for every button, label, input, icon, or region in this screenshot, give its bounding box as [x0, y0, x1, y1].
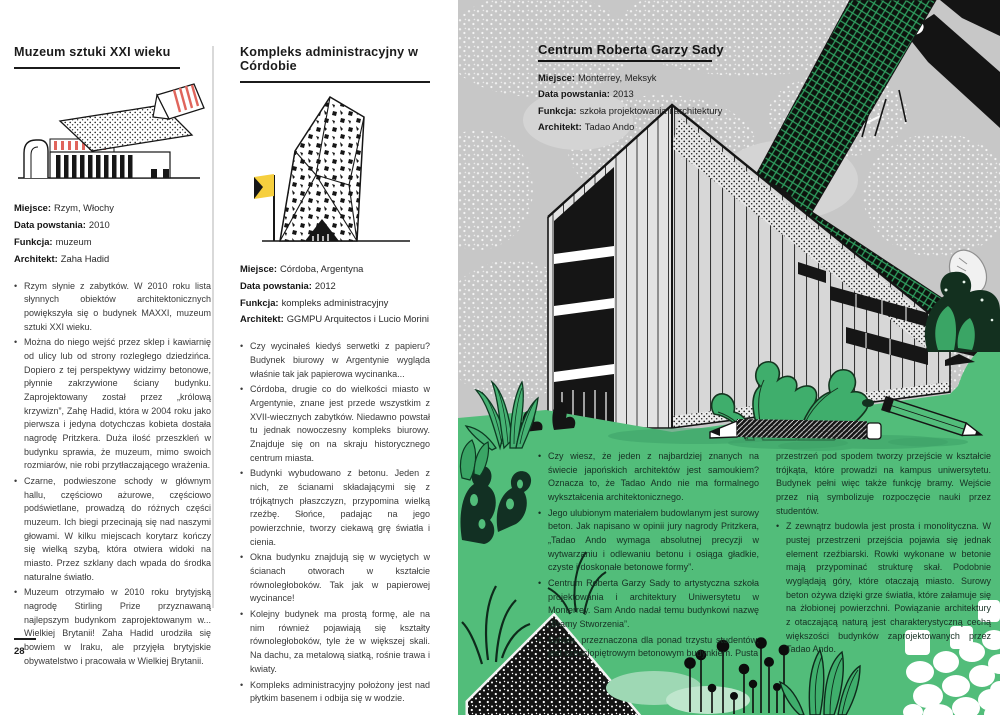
meta-label: Funkcja:	[538, 104, 577, 116]
article-maxxi	[14, 46, 211, 670]
bullet-marker: •	[240, 609, 244, 620]
paragraph-text: Czy wiesz, że jeden z najbardziej znanych na świecie japońskich architektów jest samoukiem? Oznacza to, że Tadao Ando nie ma formalnego wykształcenia architektonicznego.	[548, 451, 759, 503]
meta-row	[240, 295, 430, 312]
cordoba-tower-illustration	[250, 93, 420, 251]
bullet-marker: •	[776, 521, 780, 532]
meta-row	[14, 251, 211, 268]
meta-label: Data powstania:	[14, 218, 86, 230]
paragraph-text: Można do niego wejść przez sklep i kawiarnię od ulicy lub od strony rozległego dziedzińca. Dopiero z tej perspektywy widzimy betonowe, płynnie zakrzywione ściany budynku. Zaprojektowany został przez „królową krzywizn”, Zahę Hadid, która w 2004 roku jako pierwsza i jedyna dotychczas kobieta dostała nagrodę Pritzkera. Duża ilość przeszkleń w budynku sprawia, że muzeum, mimo swoich rozmiarów, nie robi przytłaczającego wrażenia.	[24, 337, 211, 471]
page-number-rule	[14, 638, 36, 640]
article-cordoba	[240, 46, 430, 708]
meta-label: Data powstania:	[538, 88, 610, 100]
article-title: Kompleks administracyjny w Córdobie	[240, 45, 419, 73]
meta-value: GGMPU Arquitectos i Lucio Morini	[286, 313, 430, 325]
bullet-marker: •	[14, 475, 18, 486]
meta-list	[240, 261, 430, 329]
meta-value: muzeum	[55, 235, 92, 247]
meta-label: Architekt:	[14, 252, 58, 264]
meta-label: Funkcja:	[240, 296, 279, 308]
meta-row	[240, 311, 430, 328]
flag-icon	[254, 174, 274, 241]
meta-label: Miejsce:	[14, 201, 51, 213]
article-title: Muzeum sztuki XXI wieku	[14, 45, 171, 59]
bullet-paragraph	[776, 520, 991, 657]
meta-value: 2012	[314, 279, 336, 291]
bullet-paragraph	[240, 608, 430, 676]
page-number-block	[14, 638, 36, 657]
meta-row	[240, 261, 430, 278]
paragraph-text: Kolejny budynek ma prostą formę, ale na nim również pojawiają się kształty równoległoboków, tyle że w większej skali. Na dachu, za metalową siatką, rośnie trawa i kwiaty.	[250, 609, 430, 674]
bullet-marker: •	[240, 384, 244, 395]
right-page	[458, 0, 1000, 715]
meta-row	[14, 217, 211, 234]
meta-label: Miejsce:	[538, 72, 575, 83]
maxxi-museum-illustration	[14, 81, 206, 185]
meta-value: 2010	[88, 218, 110, 230]
bullet-marker: •	[14, 337, 18, 348]
paragraph-text: Budynki wybudowano z betonu. Jeden z nich, ze ścianami składającymi się z trójkątnych płaszczyzn, przypomina wielką rzeźbę. Słońce, padając na jego powierzchnie, tworzy ciekawą grę światła i cienia.	[250, 468, 430, 547]
meta-value: Rzym, Włochy	[54, 201, 114, 213]
bullet-paragraph	[538, 450, 759, 505]
paragraph-text: Córdoba, drugie co do wielkości miasto w Argentynie, znane jest przede wszystkim z XVII-wiecznych zabytków. Niedawno powstał tu jednak nowoczesny kompleks biurowy. Znajduje się on na skraju historycznego centrum miasta.	[250, 384, 430, 463]
bullet-list	[240, 340, 430, 705]
bullet-paragraph	[14, 336, 211, 473]
bullet-paragraph	[240, 679, 430, 706]
bullet-list	[14, 280, 211, 669]
bullet-paragraph	[538, 634, 759, 661]
meta-value: kompleks administracyjny	[281, 296, 389, 308]
bullet-marker: •	[240, 341, 244, 352]
bullet-paragraph	[14, 475, 211, 584]
paragraph-text: Rzym słynie z zabytków. W 2010 roku lista słynnych obiektów architektonicznych powiększyła się o budynek MAXXI, muzeum sztuki XXI wieku.	[24, 280, 211, 332]
tilted-box	[153, 84, 204, 119]
meta-label: Architekt:	[538, 121, 582, 133]
bullet-paragraph	[240, 551, 430, 606]
title-underline	[240, 81, 430, 83]
bullet-marker: •	[14, 587, 18, 598]
bullet-marker: •	[240, 679, 244, 690]
bullet-marker: •	[538, 578, 542, 589]
meta-row	[240, 278, 430, 295]
meta-list	[538, 70, 722, 136]
meta-value: 2013	[612, 88, 634, 100]
tower	[280, 97, 364, 241]
meta-row	[538, 86, 722, 102]
bullet-paragraph	[14, 280, 211, 335]
meta-value: szkoła projektowania i architektury	[579, 104, 723, 116]
paragraph-text: Z zewnątrz budowla jest prosta i monolityczna. W pustej przestrzeni przejścia pojawia się jednak element rzeźbiarski. Rowki wykonane w betonie mają przypominać strukturę skał. Podobnie wyglądają góry, które otaczają miasto. Surowy beton ożywa dzięki grze światła, które załamuje się na żłobionej powierzchni. Powiązanie architektury z otaczającą naturą jest charakterystyczną cechą większości budynków zaprojektowanych przez Tadao Ando.	[786, 521, 991, 655]
paragraph-text: Centrum Roberta Garzy Sady to artystyczna szkoła projektowania i architektury Uniwersytetu w Monterrey. Sam Ando nadał temu budynkowi nazwę „Bramy Stworzenia”.	[548, 578, 759, 630]
text-column-2	[776, 450, 991, 659]
meta-row	[14, 200, 211, 217]
meta-label: Architekt:	[240, 313, 284, 325]
bullet-paragraph	[240, 467, 430, 549]
paragraph-text: Czy wycinałeś kiedyś serwetki z papieru? Budynek biurowy w Argentynie wygląda właśnie tak jak papierowa wycinanka...	[250, 341, 430, 379]
page-number: 28	[14, 646, 25, 657]
page-title: Centrum Roberta Garzy Sady	[538, 42, 724, 57]
text-column-1	[538, 450, 759, 663]
bullet-marker: •	[538, 634, 542, 645]
meta-row	[14, 234, 211, 251]
meta-label: Funkcja:	[14, 235, 53, 247]
paragraph-text: Okna budynku znajdują się w wyciętych w ścianach otworach w kształcie równoległoboków. Tak jak w papierowej wycinance!	[250, 552, 430, 604]
bullet-paragraph	[14, 586, 211, 668]
bullet-marker: •	[240, 552, 244, 563]
paragraph-text: Czarne, podwieszone schody w głównym hallu, częściowo ażurowe, częściowo podświetlane, prowadzą do różnych części muzeum. Ich biegi przecinają się nad naszymi głowami. W kilku miejscach korytarz kończy się wielką szybą, która otwiera widoki na miasto. Przez szklany dach wpada do środka naturalne światło.	[24, 475, 211, 582]
bullet-paragraph	[240, 383, 430, 465]
meta-value: Tadao Ando	[584, 121, 635, 133]
meta-list	[14, 200, 211, 268]
page-title-underline	[538, 60, 712, 62]
meta-value: Zaha Hadid	[60, 252, 110, 264]
meta-row	[538, 103, 722, 119]
bullet-paragraph	[538, 507, 759, 575]
bullet-marker: •	[14, 280, 18, 291]
paragraph-text: przestrzeń pod spodem tworzy przejście w kształcie trójkąta, które prowadzi na kampus uniwersytetu. Budynek pełni więc także funkcję bramy. Wejście przez nią symbolizuje rozpoczęcie nauki przez studentów.	[776, 451, 991, 516]
bullet-marker: •	[538, 507, 542, 518]
column-divider	[212, 46, 214, 608]
pencil-icon	[710, 419, 881, 439]
meta-row	[538, 119, 722, 135]
meta-value: Monterrey, Meksyk	[578, 72, 657, 83]
bullet-paragraph	[240, 340, 430, 381]
bullet-paragraph	[776, 450, 991, 518]
pale-mound	[666, 686, 750, 714]
bullet-marker: •	[538, 451, 542, 461]
paragraph-text: Jego ulubionym materiałem budowlanym jest surowy beton. Jak napisano w opinii jury nagrody Pritzkera, „Tadao Ando wymaga absolutnej precyzji w wytwarzaniu i odlewaniu betonu i osiąga gładkie, czyste i doskonałe betonowe formy”.	[548, 507, 759, 573]
bullet-marker: •	[240, 468, 244, 479]
meta-row	[538, 70, 722, 86]
paragraph-text: Kompleks administracyjny położony jest nad płytkim basenem i odbija się w wodzie.	[250, 679, 430, 704]
paragraph-text: Muzeum otrzymało w 2010 roku brytyjską nagrodę Stirling Prize przyznawaną najlepszym budynkom zaprojektowanym w... Wielkiej Brytanii! Zaha Hadid urodziła się bowiem w Iraku, ale przyjęła brytyjskie obywatelstwo i pracowała w Wielkiej Brytanii.	[24, 587, 211, 666]
meta-label: Miejsce:	[240, 262, 277, 274]
meta-label: Data powstania:	[240, 279, 312, 291]
title-underline	[14, 67, 180, 69]
meta-value: Córdoba, Argentyna	[280, 262, 364, 274]
bullet-paragraph	[538, 577, 759, 632]
paragraph-text: Szkoła, przeznaczona dla ponad trzystu studentów, jest sześciopiętrowym betonowym budynkiem. Pusta	[548, 634, 759, 659]
